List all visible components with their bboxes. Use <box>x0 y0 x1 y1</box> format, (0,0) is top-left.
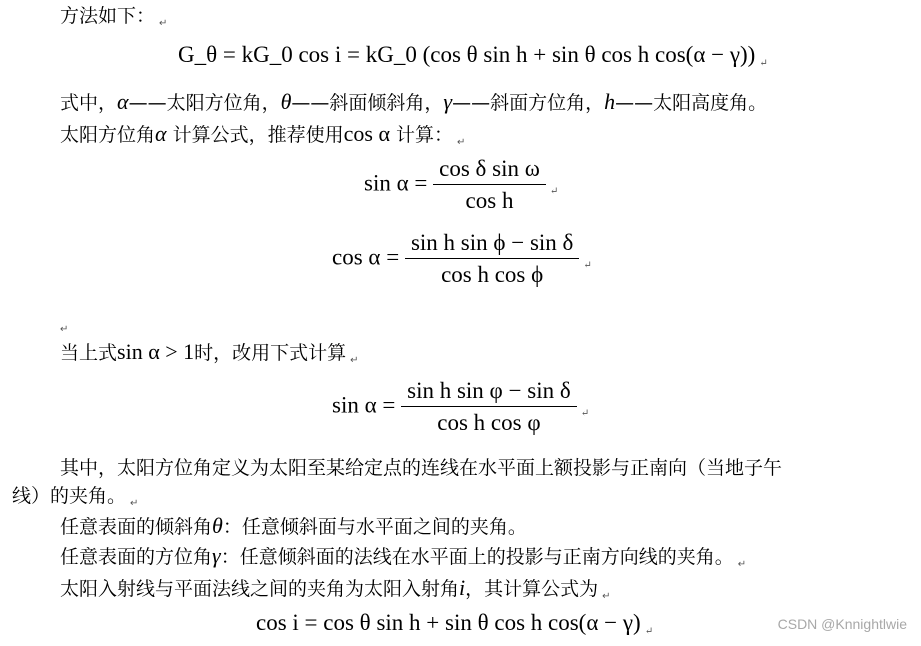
paragraph-mark: ↵ <box>549 186 559 198</box>
paragraph-mark: ↵ <box>159 18 168 29</box>
equation-cos-alpha: cos α = $\frac{\text{sin h sin ϕ − sin δ}}{\text{cos h cos ϕ}}$ ↵ <box>332 230 592 287</box>
denominator: cos h <box>465 188 514 213</box>
numerator: sin h sin φ − sin δ <box>401 378 577 407</box>
condition-expression: sin α > 1 <box>117 339 195 364</box>
paragraph-mark: ↵ <box>759 58 768 69</box>
fraction <box>433 156 546 214</box>
paragraph-mark: ↵ <box>580 408 590 420</box>
equation-sin-alpha: sin α = $\frac{\text{cos δ sin ω}}{\text{cos h}}$ ↵ <box>364 156 559 213</box>
symbol-definitions-line: 式中，α——太阳方位角，θ——斜面倾斜角，γ——斜面方位角，h——太阳高度角。 <box>60 89 768 114</box>
paragraph-mark: ↵ <box>602 591 611 602</box>
csdn-watermark: CSDN @Knnightlwie <box>777 616 907 632</box>
definition-line-1: 其中，太阳方位角定义为太阳至某给定点的连线在水平面上额投影与正南向（当地子午 <box>60 457 783 479</box>
paragraph-mark: ↵ <box>457 137 466 148</box>
paragraph-mark: ↵ <box>130 498 139 509</box>
denominator: cos h cos φ <box>437 410 541 435</box>
condition-line: 当上式sin α > 1时，改用下式计算 $_↵$ <box>60 339 359 366</box>
numerator: cos δ sin ω <box>433 156 546 185</box>
denominator: cos h cos ϕ <box>441 262 544 287</box>
intro-text: 方法如下： $_↵$ <box>60 5 168 29</box>
gamma-symbol: γ <box>443 89 453 114</box>
fraction <box>405 230 579 288</box>
alpha-symbol: α <box>117 89 129 114</box>
surface-azimuth-definition: 任意表面的方位角γ：任意倾斜面的法线在水平面上的投影与正南方向线的夹角。 $_↵$ <box>60 543 747 570</box>
definition-line-2: 线）的夹角。 $_↵$ <box>12 485 139 509</box>
numerator: sin h sin ϕ − sin δ <box>405 230 579 259</box>
equation-g-theta <box>178 42 768 69</box>
paragraph-mark: ↵ <box>644 626 654 637</box>
fraction <box>401 378 577 436</box>
equation-g-theta-text: G_θ = kG_0 cos i = kG_0 (cos θ sin h + sin θ cos h cos(α − γ)) <box>178 42 756 67</box>
paragraph-mark: ↵ <box>583 260 592 272</box>
empty-paragraph <box>56 310 68 342</box>
equation-cos-i: cos i = cos θ sin h + sin θ cos h cos(α − γ) ↵ <box>256 610 654 637</box>
tilt-angle-definition: 任意表面的倾斜角θ：任意倾斜面与水平面之间的夹角。 <box>60 513 527 538</box>
theta-symbol: θ <box>280 89 292 114</box>
incidence-angle-line: 太阳入射线与平面法线之间的夹角为太阳入射角i，其计算公式为 $_↵$ <box>60 575 611 602</box>
equation-sin-alpha-alternative: sin α = $\frac{\text{sin h sin φ − sin δ}}{\text{cos h cos φ}}$ ↵ <box>332 378 590 435</box>
paragraph-mark: ↵ <box>737 559 747 570</box>
paragraph-mark: ↵ <box>350 355 359 366</box>
h-symbol: h <box>604 89 616 114</box>
azimuth-formula-intro: 太阳方位角α 计算公式，推荐使用cos α 计算： $_↵$ <box>60 121 466 148</box>
paragraph-mark: ↵ <box>60 324 69 335</box>
